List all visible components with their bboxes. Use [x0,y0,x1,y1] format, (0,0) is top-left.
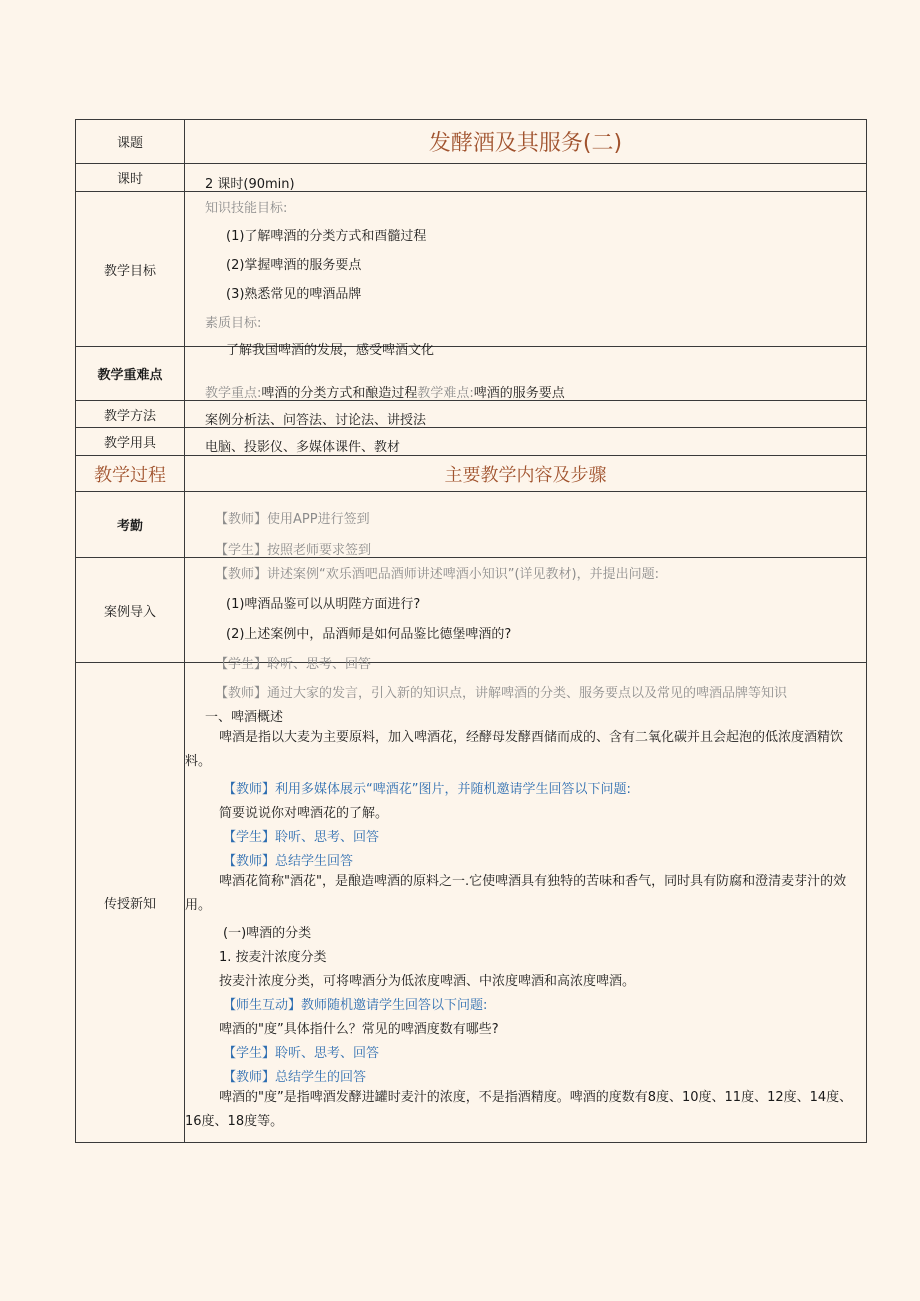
attendance-teacher: 【教师】使用APP进行签到 [215,512,370,527]
nk-definition: 啤酒是指以大麦为主要原料，加入啤酒花，经酵母发酵酉储而成的、含有二氧化碳并且会起泡的低浓度酒精饮料。 [185,730,844,769]
method-label: 教学方法 [103,408,156,424]
quality-text-clipped: 了解我国啤酒的发展，感受啤酒文化 [226,343,435,358]
objective-item: (1)了解啤酒的分类方式和酉髓过程 [226,229,427,244]
nk-subheading: (一)啤酒的分类 [223,926,312,941]
objective-item: (2)掌握啤酒的服务要点 [226,258,362,273]
nk-section-heading: 一、啤酒概述 [205,710,284,725]
nk-question: 简要说说你对啤酒花的了解。 [219,806,389,821]
nk-interaction: 【师生互动】教师随机邀请学生回答以下问题: [223,998,488,1013]
difficulty-label: 教学难点: [417,386,474,401]
nk-subheading: 1. 按麦汁浓度分类 [219,950,327,965]
new-knowledge-label: 传授新知 [103,897,156,912]
attendance-student: 【学生】按照老师要求签到 [215,543,372,558]
case-intro-label: 案例导入 [103,604,156,620]
method-value: 案例分析法、问答法、讨论法、讲授法 [205,413,427,428]
tools-label: 教学用具 [103,436,156,451]
lesson-title: 发酵酒及其服务(二) [428,131,623,156]
quality-heading: 素质目标: [205,316,262,331]
process-header-right: 主要教学内容及步骤 [444,464,607,486]
key-points-label: 教学重难点 [97,368,163,383]
nk-question: 啤酒的"度”具体指什么？常见的啤酒度数有哪些? [219,1022,499,1037]
knowledge-heading: 知识技能目标: [205,201,288,216]
hours-value: 2 课时(90min) [205,177,295,192]
tools-value: 电脑、投影仪、多媒体课件、教材 [205,440,401,455]
case-teacher: 【教师】讲述案例“欢乐酒吧品酒师讲述啤酒小知识”(详见教材)，并提出问题: [215,567,659,582]
difficulty-text: 啤酒的服务要点 [473,386,565,401]
topic-label: 课题 [116,136,143,151]
nk-teacher: 【教师】利用多媒体展示“啤酒花”图片，并随机邀请学生回答以下问题: [223,782,631,797]
process-header-left: 教学过程 [94,464,166,486]
key-points-text [205,382,565,401]
hours-label: 课时 [116,172,143,187]
attendance-label: 考勤 [116,519,143,534]
nk-hops: 啤酒花简称"酒花"，是酿造啤酒的原料之一.它使啤酒具有独特的苦味和香气，同时具有防腐和澄清麦芽汁的效用。 [185,874,847,913]
objectives-cell [185,192,866,358]
lesson-title-cell [185,120,866,163]
key-text: 啤酒的分类方式和酿造过程 [261,386,418,401]
nk-intro: 【教师】通过大家的发言，引入新的知识点，讲解啤酒的分类、服务要点以及常见的啤酒品牌等知识 [215,686,788,701]
objectives-label: 教学目标 [103,263,156,279]
nk-teacher: 【教师】总结学生回答 [223,854,354,869]
objective-item: (3)熟悉常见的啤酒品牌 [226,287,362,302]
case-question: (1)啤酒品鉴可以从明陛方面进行? [226,597,421,612]
new-knowledge-cell [185,663,866,1142]
nk-degree: 啤酒的"度”是指啤酒发酵进罐时麦汁的浓度，不是指酒精度。啤酒的度数有8度、10度、11度、12度、14度、16度、18度等。 [185,1090,853,1129]
nk-student: 【学生】聆听、思考、回答 [223,830,380,845]
nk-teacher: 【教师】总结学生的回答 [223,1070,367,1085]
case-question: (2)上述案例中，品酒师是如何品鉴比德堡啤酒的? [226,627,512,642]
nk-concentration: 按麦汁浓度分类，可将啤酒分为低浓度啤酒、中浓度啤酒和高浓度啤酒。 [219,974,636,989]
key-label: 教学重点: [205,386,262,401]
nk-student: 【学生】聆听、思考、回答 [223,1046,380,1061]
case-student-clipped: 【学生】聆听、思考、回答 [215,657,372,672]
case-intro-cell [185,558,866,672]
